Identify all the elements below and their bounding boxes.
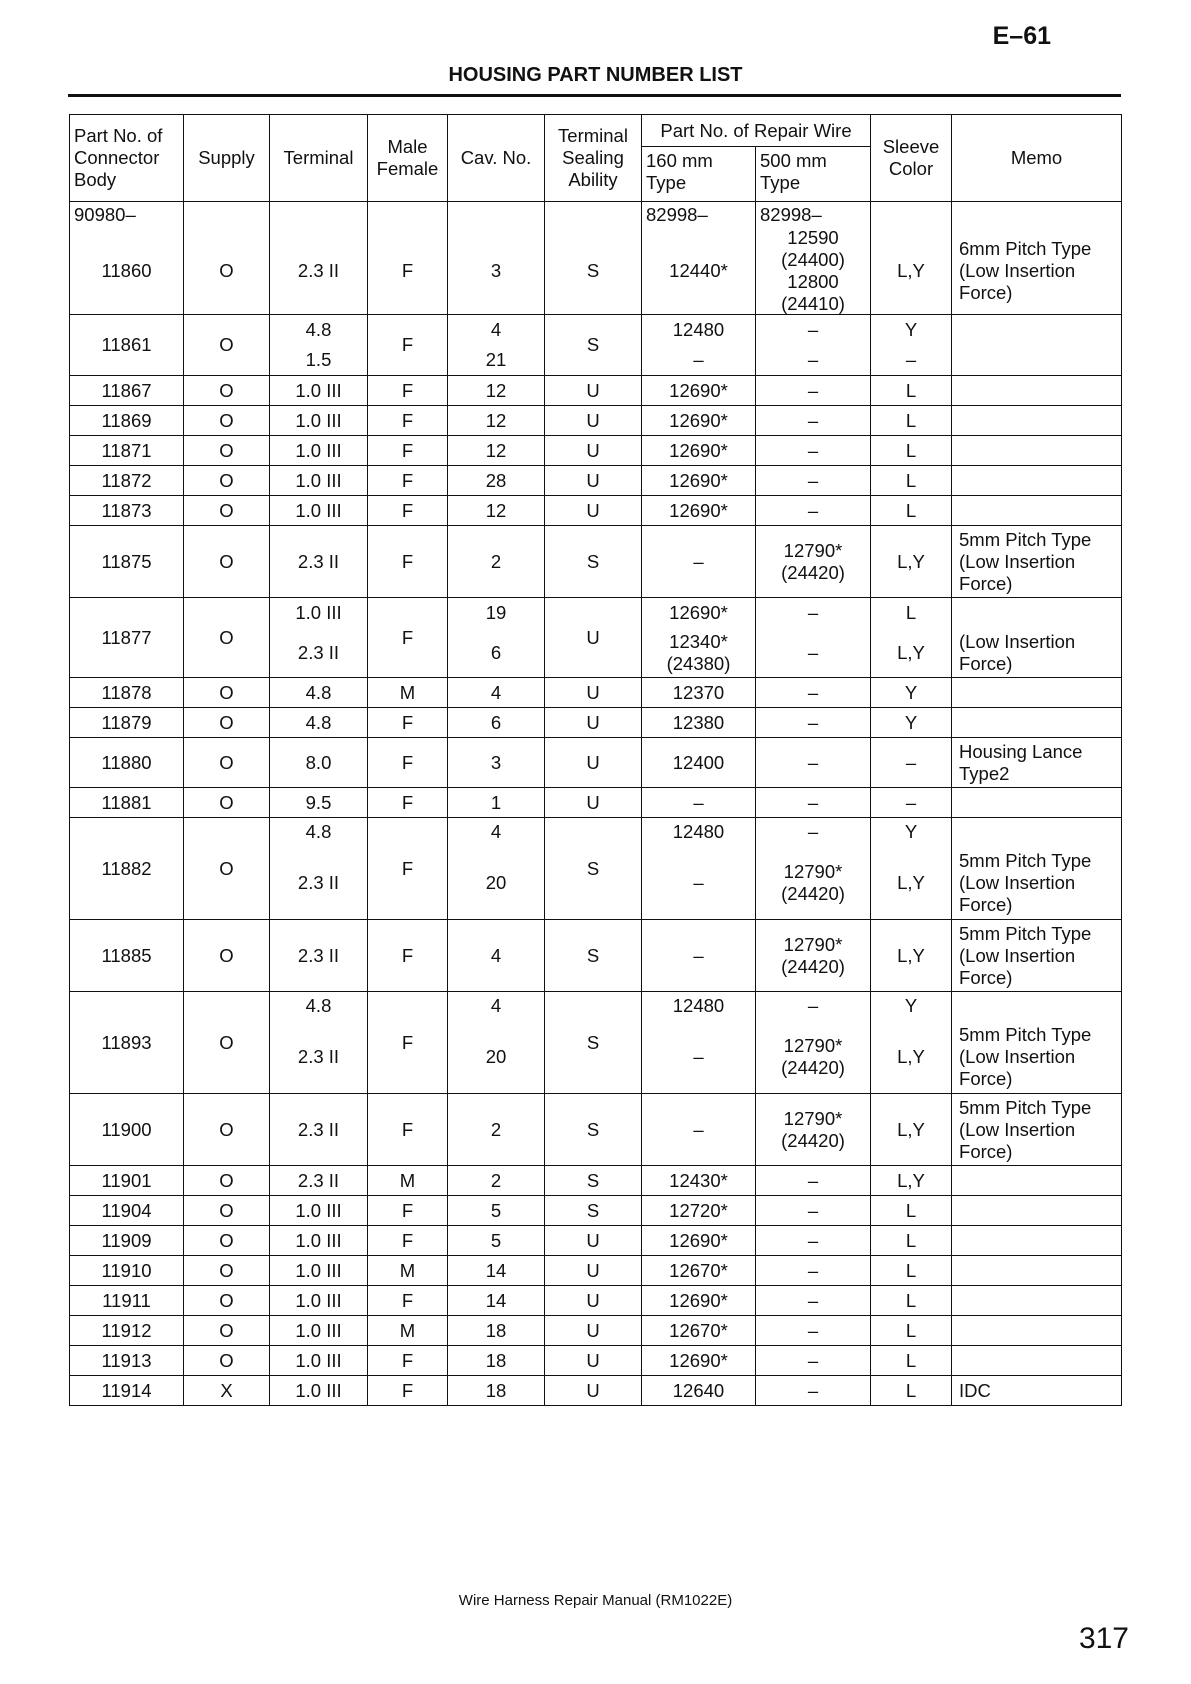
cell-memo: [952, 1196, 1122, 1226]
cell-sleeve: L L,Y: [871, 598, 952, 678]
cell-500mm: –: [756, 436, 871, 466]
cell-sleeve: L: [871, 1346, 952, 1376]
cell-500mm: –: [756, 1376, 871, 1406]
housing-part-table: [69, 114, 1122, 1406]
cell-part: 11878: [70, 678, 184, 708]
cell-memo: 5mm Pitch Type (Low Insertion Force): [952, 1094, 1122, 1166]
cell-supply: O: [184, 496, 270, 526]
cell-500mm: –: [756, 496, 871, 526]
cell-terminal: 2.3 II: [270, 526, 368, 598]
cell-sealing: U: [545, 466, 642, 496]
cell-500mm: –: [756, 466, 871, 496]
table-row: [70, 1346, 1122, 1376]
cell-160mm: 12480 –: [642, 818, 756, 920]
cell-500mm: –: [756, 1196, 871, 1226]
cell-memo: [952, 496, 1122, 526]
cell-160mm: 12480 –: [642, 315, 756, 376]
cell-male-female: F: [368, 738, 448, 788]
cell-terminal: 1.0 III: [270, 496, 368, 526]
cell-supply: O: [184, 376, 270, 406]
header-500mm-type: 500 mm Type: [756, 147, 871, 202]
cell-cav: 4 21: [448, 315, 545, 376]
cell-memo: [952, 1286, 1122, 1316]
cell-part: 11904: [70, 1196, 184, 1226]
cell-500mm: –: [756, 1346, 871, 1376]
cell-terminal: 1.0 III: [270, 1286, 368, 1316]
cell-500mm: –: [756, 1316, 871, 1346]
cell-sleeve: L,Y: [871, 202, 952, 315]
cell-supply: O: [184, 406, 270, 436]
cell-sealing: U: [545, 1376, 642, 1406]
table-row: [70, 1256, 1122, 1286]
cell-500mm: 12790* (24420): [756, 526, 871, 598]
cell-500mm: – –: [756, 598, 871, 678]
cell-part: 11900: [70, 1094, 184, 1166]
cell-160mm: 12430*: [642, 1166, 756, 1196]
cell-male-female: F: [368, 315, 448, 376]
cell-cav: 28: [448, 466, 545, 496]
cell-500mm: – 12790* (24420): [756, 818, 871, 920]
cell-160mm: 12370: [642, 678, 756, 708]
cell-160mm: 12690*: [642, 436, 756, 466]
cell-sleeve: Y: [871, 678, 952, 708]
cell-memo: 5mm Pitch Type (Low Insertion Force): [952, 920, 1122, 992]
cell-cav: 5: [448, 1196, 545, 1226]
cell-supply: O: [184, 1094, 270, 1166]
cell-cav: 3: [448, 738, 545, 788]
table-row: [70, 406, 1122, 436]
cell-sleeve: Y: [871, 708, 952, 738]
cell-terminal: 9.5: [270, 788, 368, 818]
cell-supply: X: [184, 1376, 270, 1406]
cell-sealing: S: [545, 920, 642, 992]
cell-male-female: F: [368, 788, 448, 818]
cell-supply: O: [184, 436, 270, 466]
cell-part: 11877: [70, 598, 184, 678]
cell-part: 11879: [70, 708, 184, 738]
cell-male-female: F: [368, 526, 448, 598]
cell-terminal: 1.0 III: [270, 1256, 368, 1286]
cell-part: 11880: [70, 738, 184, 788]
cell-sealing: S: [545, 202, 642, 315]
cell-sleeve: L,Y: [871, 1166, 952, 1196]
cell-male-female: F: [368, 1286, 448, 1316]
cell-supply: O: [184, 992, 270, 1094]
cell-160mm: 12380: [642, 708, 756, 738]
cell-160mm: 12720*: [642, 1196, 756, 1226]
table-row: [70, 788, 1122, 818]
page-title: HOUSING PART NUMBER LIST: [448, 64, 743, 86]
cell-cav: 12: [448, 406, 545, 436]
cell-male-female: M: [368, 678, 448, 708]
cell-memo: [952, 376, 1122, 406]
cell-terminal: 4.8 2.3 II: [270, 818, 368, 920]
cell-part: 11881: [70, 788, 184, 818]
cell-sealing: U: [545, 496, 642, 526]
cell-part: 90980– 11860: [70, 202, 184, 315]
cell-part: 11869: [70, 406, 184, 436]
cell-sleeve: L: [871, 376, 952, 406]
cell-part: 11901: [70, 1166, 184, 1196]
footer-text: Wire Harness Repair Manual (RM1022E): [458, 1592, 733, 1609]
cell-supply: O: [184, 738, 270, 788]
cell-500mm: –: [756, 406, 871, 436]
cell-sealing: S: [545, 992, 642, 1094]
cell-part: 11910: [70, 1256, 184, 1286]
table-row: [70, 315, 1122, 376]
cell-cav: 19 6: [448, 598, 545, 678]
cell-cav: 2: [448, 1166, 545, 1196]
cell-160mm: 12670*: [642, 1316, 756, 1346]
cell-supply: O: [184, 1346, 270, 1376]
cell-sealing: U: [545, 1226, 642, 1256]
cell-sleeve: L,Y: [871, 526, 952, 598]
cell-160mm: 12480 –: [642, 992, 756, 1094]
cell-cav: 4: [448, 920, 545, 992]
cell-part: 11875: [70, 526, 184, 598]
cell-500mm: – –: [756, 315, 871, 376]
cell-part: 11909: [70, 1226, 184, 1256]
cell-sealing: S: [545, 315, 642, 376]
cell-160mm: 12690*: [642, 1286, 756, 1316]
page-number: 317: [1078, 1622, 1129, 1655]
cell-memo: (Low Insertion Force): [952, 598, 1122, 678]
cell-terminal: 2.3 II: [270, 1166, 368, 1196]
cell-sleeve: L: [871, 436, 952, 466]
cell-160mm: –: [642, 920, 756, 992]
cell-male-female: F: [368, 406, 448, 436]
cell-memo: [952, 678, 1122, 708]
cell-sealing: U: [545, 376, 642, 406]
cell-sleeve: L: [871, 466, 952, 496]
cell-supply: O: [184, 1166, 270, 1196]
cell-cav: 12: [448, 436, 545, 466]
cell-cav: 14: [448, 1286, 545, 1316]
cell-terminal: 1.0 III: [270, 406, 368, 436]
cell-male-female: F: [368, 1346, 448, 1376]
cell-memo: 6mm Pitch Type (Low Insertion Force): [952, 202, 1122, 315]
cell-memo: IDC: [952, 1376, 1122, 1406]
cell-male-female: F: [368, 376, 448, 406]
title-rule: [68, 94, 1121, 97]
table-row: [70, 678, 1122, 708]
cell-160mm: 12690*: [642, 376, 756, 406]
cell-memo: 5mm Pitch Type (Low Insertion Force): [952, 992, 1122, 1094]
table-row: [70, 992, 1122, 1094]
cell-160mm: 12640: [642, 1376, 756, 1406]
cell-supply: O: [184, 315, 270, 376]
cell-male-female: F: [368, 1376, 448, 1406]
cell-supply: O: [184, 1196, 270, 1226]
cell-sealing: U: [545, 1286, 642, 1316]
table-row: [70, 376, 1122, 406]
cell-160mm: 82998– 12440*: [642, 202, 756, 315]
cell-500mm: –: [756, 1166, 871, 1196]
cell-terminal: 1.0 III: [270, 466, 368, 496]
cell-sealing: U: [545, 598, 642, 678]
cell-supply: O: [184, 1286, 270, 1316]
cell-part: 11893: [70, 992, 184, 1094]
header-sleeve-color: Sleeve Color: [871, 115, 952, 202]
cell-male-female: F: [368, 436, 448, 466]
cell-cav: 18: [448, 1376, 545, 1406]
header-sealing-ability: Terminal Sealing Ability: [545, 115, 642, 202]
cell-500mm: 82998– 12590 (24400) 12800 (24410): [756, 202, 871, 315]
header-male-female: Male Female: [368, 115, 448, 202]
cell-terminal: 1.0 III: [270, 1346, 368, 1376]
cell-500mm: –: [756, 738, 871, 788]
cell-sealing: S: [545, 1166, 642, 1196]
cell-sealing: U: [545, 406, 642, 436]
cell-male-female: F: [368, 202, 448, 315]
cell-cav: 3: [448, 202, 545, 315]
cell-male-female: F: [368, 818, 448, 920]
cell-memo: Housing Lance Type2: [952, 738, 1122, 788]
cell-cav: 18: [448, 1346, 545, 1376]
header-part-no: Part No. of Connector Body: [70, 115, 184, 202]
cell-sleeve: L: [871, 496, 952, 526]
cell-160mm: –: [642, 1094, 756, 1166]
cell-memo: 5mm Pitch Type (Low Insertion Force): [952, 818, 1122, 920]
cell-sleeve: L: [871, 1196, 952, 1226]
cell-160mm: 12690*: [642, 496, 756, 526]
cell-terminal: 8.0: [270, 738, 368, 788]
cell-500mm: –: [756, 708, 871, 738]
cell-memo: [952, 466, 1122, 496]
cell-supply: O: [184, 1226, 270, 1256]
table-row: [70, 1196, 1122, 1226]
cell-500mm: –: [756, 1256, 871, 1286]
cell-500mm: 12790* (24420): [756, 920, 871, 992]
cell-160mm: 12670*: [642, 1256, 756, 1286]
cell-sealing: U: [545, 1256, 642, 1286]
table-row: [70, 1166, 1122, 1196]
cell-part: 11911: [70, 1286, 184, 1316]
cell-cav: 2: [448, 1094, 545, 1166]
cell-sealing: U: [545, 708, 642, 738]
cell-terminal: 4.8 1.5: [270, 315, 368, 376]
cell-sleeve: –: [871, 788, 952, 818]
cell-supply: O: [184, 202, 270, 315]
table-row: [70, 526, 1122, 598]
cell-part: 11882: [70, 818, 184, 920]
table-row: [70, 1226, 1122, 1256]
cell-memo: [952, 1316, 1122, 1346]
cell-sealing: S: [545, 1196, 642, 1226]
table-row: [70, 1094, 1122, 1166]
cell-male-female: F: [368, 1094, 448, 1166]
cell-terminal: 2.3 II: [270, 920, 368, 992]
table-row: [70, 708, 1122, 738]
cell-sleeve: Y –: [871, 315, 952, 376]
cell-terminal: 1.0 III 2.3 II: [270, 598, 368, 678]
cell-terminal: 1.0 III: [270, 1226, 368, 1256]
header-160mm-type: 160 mm Type: [642, 147, 756, 202]
cell-male-female: F: [368, 1196, 448, 1226]
cell-memo: [952, 315, 1122, 376]
header-repair-wire: Part No. of Repair Wire: [642, 115, 871, 147]
cell-500mm: –: [756, 678, 871, 708]
cell-part: 11867: [70, 376, 184, 406]
cell-sleeve: Y L,Y: [871, 818, 952, 920]
cell-terminal: 1.0 III: [270, 436, 368, 466]
cell-part: 11871: [70, 436, 184, 466]
table-row: [70, 1376, 1122, 1406]
cell-memo: [952, 436, 1122, 466]
cell-cav: 12: [448, 496, 545, 526]
cell-sleeve: L: [871, 1226, 952, 1256]
cell-cav: 2: [448, 526, 545, 598]
cell-supply: O: [184, 708, 270, 738]
table-row: [70, 466, 1122, 496]
cell-sealing: S: [545, 1094, 642, 1166]
cell-part: 11872: [70, 466, 184, 496]
cell-male-female: M: [368, 1316, 448, 1346]
cell-sleeve: L,Y: [871, 1094, 952, 1166]
prefix-row: [70, 202, 1122, 228]
cell-160mm: –: [642, 788, 756, 818]
cell-sealing: U: [545, 1346, 642, 1376]
cell-sleeve: –: [871, 738, 952, 788]
cell-sealing: U: [545, 788, 642, 818]
cell-500mm: –: [756, 376, 871, 406]
cell-part: 11861: [70, 315, 184, 376]
cell-terminal: 1.0 III: [270, 376, 368, 406]
cell-memo: [952, 1166, 1122, 1196]
cell-male-female: F: [368, 496, 448, 526]
table-row: [70, 436, 1122, 466]
table-row: [70, 1286, 1122, 1316]
cell-160mm: 12690*: [642, 466, 756, 496]
cell-memo: [952, 406, 1122, 436]
cell-male-female: F: [368, 992, 448, 1094]
cell-memo: [952, 1346, 1122, 1376]
cell-cav: 18: [448, 1316, 545, 1346]
cell-supply: O: [184, 526, 270, 598]
cell-male-female: M: [368, 1166, 448, 1196]
cell-160mm: 12400: [642, 738, 756, 788]
cell-sealing: S: [545, 526, 642, 598]
header-terminal: Terminal: [270, 115, 368, 202]
cell-500mm: 12790* (24420): [756, 1094, 871, 1166]
cell-part: 11912: [70, 1316, 184, 1346]
cell-cav: 12: [448, 376, 545, 406]
cell-sealing: U: [545, 1316, 642, 1346]
cell-memo: 5mm Pitch Type (Low Insertion Force): [952, 526, 1122, 598]
cell-cav: 5: [448, 1226, 545, 1256]
cell-sealing: U: [545, 436, 642, 466]
cell-terminal: 1.0 III: [270, 1316, 368, 1346]
table-row: [70, 818, 1122, 920]
cell-sleeve: L: [871, 1286, 952, 1316]
cell-160mm: 12690*: [642, 1226, 756, 1256]
table-row: [70, 738, 1122, 788]
cell-part: 11913: [70, 1346, 184, 1376]
cell-male-female: F: [368, 598, 448, 678]
cell-memo: [952, 708, 1122, 738]
cell-memo: [952, 1226, 1122, 1256]
cell-terminal: 1.0 III: [270, 1196, 368, 1226]
cell-500mm: –: [756, 1286, 871, 1316]
cell-sleeve: L,Y: [871, 920, 952, 992]
cell-supply: O: [184, 678, 270, 708]
cell-memo: [952, 1256, 1122, 1286]
cell-part: 11873: [70, 496, 184, 526]
cell-cav: 14: [448, 1256, 545, 1286]
table-row: [70, 1316, 1122, 1346]
cell-memo: [952, 788, 1122, 818]
cell-supply: O: [184, 920, 270, 992]
cell-part: 11885: [70, 920, 184, 992]
cell-male-female: M: [368, 1256, 448, 1286]
cell-sleeve: L: [871, 1256, 952, 1286]
cell-male-female: F: [368, 1226, 448, 1256]
cell-supply: O: [184, 598, 270, 678]
cell-terminal: 4.8: [270, 708, 368, 738]
cell-sealing: U: [545, 678, 642, 708]
cell-part: 11914: [70, 1376, 184, 1406]
cell-160mm: 12690* 12340* (24380): [642, 598, 756, 678]
cell-sealing: U: [545, 738, 642, 788]
cell-sleeve: L: [871, 1376, 952, 1406]
cell-cav: 1: [448, 788, 545, 818]
cell-cav: 4: [448, 678, 545, 708]
cell-160mm: 12690*: [642, 406, 756, 436]
cell-sleeve: L: [871, 406, 952, 436]
cell-160mm: 12690*: [642, 1346, 756, 1376]
cell-sleeve: Y L,Y: [871, 992, 952, 1094]
cell-cav: 4 20: [448, 818, 545, 920]
cell-male-female: F: [368, 708, 448, 738]
cell-sealing: S: [545, 818, 642, 920]
cell-male-female: F: [368, 920, 448, 992]
cell-terminal: 2.3 II: [270, 1094, 368, 1166]
cell-500mm: –: [756, 1226, 871, 1256]
header-memo: Memo: [952, 115, 1122, 202]
cell-supply: O: [184, 466, 270, 496]
cell-supply: O: [184, 1256, 270, 1286]
cell-supply: O: [184, 818, 270, 920]
header-supply: Supply: [184, 115, 270, 202]
cell-500mm: – 12790* (24420): [756, 992, 871, 1094]
cell-160mm: –: [642, 526, 756, 598]
cell-terminal: 4.8: [270, 678, 368, 708]
cell-terminal: 2.3 II: [270, 202, 368, 315]
header-cav-no: Cav. No.: [448, 115, 545, 202]
cell-cav: 4 20: [448, 992, 545, 1094]
table-row: [70, 496, 1122, 526]
cell-sleeve: L: [871, 1316, 952, 1346]
cell-terminal: 4.8 2.3 II: [270, 992, 368, 1094]
table-row: [70, 598, 1122, 678]
table-row: [70, 920, 1122, 992]
cell-cav: 6: [448, 708, 545, 738]
cell-terminal: 1.0 III: [270, 1376, 368, 1406]
cell-supply: O: [184, 1316, 270, 1346]
page-code: E–61: [992, 22, 1051, 50]
cell-supply: O: [184, 788, 270, 818]
cell-male-female: F: [368, 466, 448, 496]
cell-500mm: –: [756, 788, 871, 818]
